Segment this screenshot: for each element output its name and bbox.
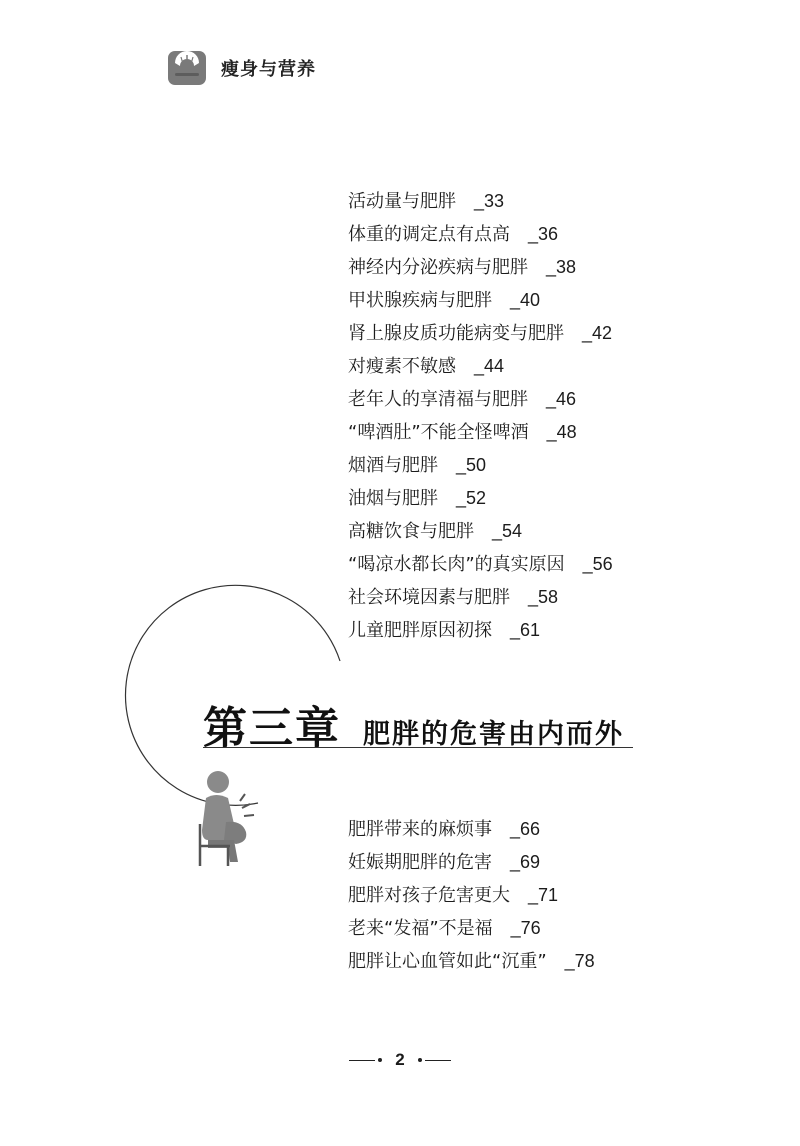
toc-entry-page: _42: [582, 323, 613, 343]
toc-entry[interactable]: [348, 317, 613, 350]
toc-entry-title: 肥胖让心血管如此“沉重”: [348, 951, 547, 972]
toc-entry-title: “啤酒肚”不能全怪啤酒: [348, 422, 529, 443]
toc-entry-page: _71: [528, 885, 559, 905]
toc-entry[interactable]: [348, 218, 613, 251]
toc-entry-title: 活动量与肥胖: [348, 191, 456, 212]
toc-entry-page: _52: [456, 488, 487, 508]
toc-entry-page: _54: [492, 521, 523, 541]
chapter-title: 肥胖的危害由内而外: [363, 719, 624, 750]
toc-entry[interactable]: [348, 912, 595, 945]
toc-entry-title: 高糖饮食与肥胖: [348, 521, 474, 542]
toc-entry[interactable]: [348, 284, 613, 317]
toc-list-part2: [348, 813, 595, 978]
toc-entry[interactable]: [348, 449, 613, 482]
toc-entry-title: 体重的调定点有点高: [348, 224, 510, 245]
toc-entry-title: 神经内分泌疾病与肥胖: [348, 257, 528, 278]
toc-entry[interactable]: [348, 879, 595, 912]
toc-entry[interactable]: [348, 945, 595, 978]
toc-entry-title: 油烟与肥胖: [348, 488, 438, 509]
toc-entry[interactable]: [348, 350, 613, 383]
toc-entry-page: _40: [510, 290, 541, 310]
toc-entry-page: _61: [510, 620, 541, 640]
toc-entry[interactable]: [348, 581, 613, 614]
toc-entry-title: 肥胖对孩子危害更大: [348, 885, 510, 906]
toc-entry-page: _58: [528, 587, 559, 607]
toc-entry[interactable]: [348, 185, 613, 218]
footer-left-dot: [378, 1058, 382, 1062]
toc-list-part1: [348, 185, 613, 647]
toc-entry-page: _69: [510, 852, 541, 872]
toc-entry[interactable]: [348, 614, 613, 647]
toc-entry[interactable]: [348, 515, 613, 548]
toc-entry-title: 社会环境因素与肥胖: [348, 587, 510, 608]
page-number: 2: [395, 1050, 405, 1069]
toc-entry-page: _78: [564, 951, 595, 971]
toc-entry-title: 甲状腺疾病与肥胖: [348, 290, 492, 311]
seated-person-stomach-pain-icon: [186, 768, 266, 868]
toc-entry[interactable]: [348, 813, 595, 846]
toc-entry[interactable]: [348, 846, 595, 879]
toc-entry-page: _36: [528, 224, 559, 244]
toc-entry-page: _66: [510, 819, 541, 839]
toc-entry-title: 肥胖带来的麻烦事: [348, 819, 492, 840]
toc-entry[interactable]: [348, 251, 613, 284]
toc-entry-title: 妊娠期肥胖的危害: [348, 852, 492, 873]
toc-entry-title: 肾上腺皮质功能病变与肥胖: [348, 323, 564, 344]
toc-entry-title: 老来“发福”不是福: [348, 918, 493, 939]
toc-entry-page: _50: [456, 455, 487, 475]
toc-entry[interactable]: [348, 416, 613, 449]
toc-entry-page: _44: [474, 356, 505, 376]
chapter-underline: [203, 747, 633, 748]
toc-entry-title: 烟酒与肥胖: [348, 455, 438, 476]
chapter-number: 第三章: [203, 703, 341, 754]
toc-entry-page: _33: [474, 191, 505, 211]
toc-entry-page: _76: [510, 918, 541, 938]
footer-right-dash: [425, 1060, 451, 1061]
toc-entry-title: “喝凉水都长肉”的真实原因: [348, 554, 565, 575]
toc-entry[interactable]: [348, 383, 613, 416]
running-header: [167, 48, 316, 88]
toc-entry-page: _48: [546, 422, 577, 442]
book-title: 瘦身与营养: [221, 59, 316, 80]
toc-entry-title: 老年人的享清福与肥胖: [348, 389, 528, 410]
toc-entry-title: 儿童肥胖原因初探: [348, 620, 492, 641]
footer-left-dash: [349, 1060, 375, 1061]
toc-entry-page: _56: [582, 554, 613, 574]
toc-entry-page: _38: [546, 257, 577, 277]
toc-entry[interactable]: [348, 548, 613, 581]
page-footer: [0, 1050, 800, 1070]
scale-icon: [167, 49, 207, 87]
toc-entry[interactable]: [348, 482, 613, 515]
toc-entry-page: _46: [546, 389, 577, 409]
footer-right-dot: [418, 1058, 422, 1062]
toc-entry-title: 对瘦素不敏感: [348, 356, 456, 377]
